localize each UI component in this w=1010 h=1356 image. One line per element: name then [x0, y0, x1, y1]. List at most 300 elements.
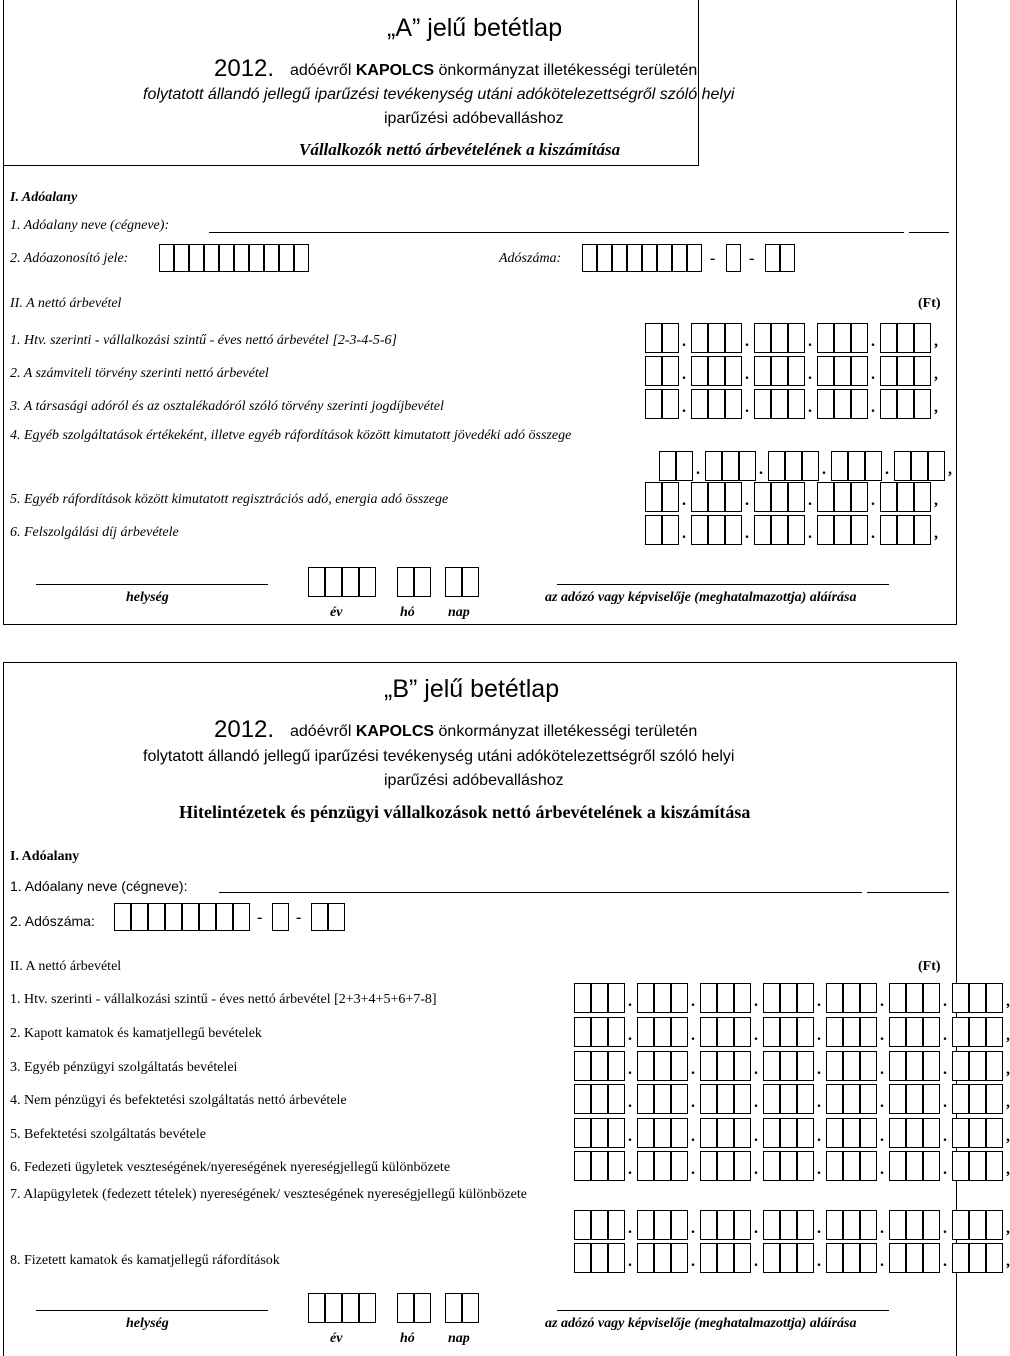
amount-digit-box[interactable]	[826, 1210, 843, 1240]
amount-digit-box[interactable]	[860, 1017, 877, 1047]
amount-digit-box[interactable]	[923, 1017, 940, 1047]
amount-digit-box[interactable]	[763, 1017, 780, 1047]
amount-digit-box[interactable]	[763, 1084, 780, 1114]
amount-digit-box[interactable]	[889, 1084, 906, 1114]
amount-digit-box[interactable]	[797, 1051, 814, 1081]
amount-digit-box[interactable]	[645, 356, 662, 386]
amount-digit-box[interactable]	[574, 1051, 591, 1081]
amount-digit-box[interactable]	[952, 1151, 969, 1181]
amount-digit-box[interactable]	[574, 1151, 591, 1181]
amount-digit-box[interactable]	[860, 1210, 877, 1240]
amount-digit-box[interactable]	[797, 1243, 814, 1273]
amount-digit-box[interactable]	[717, 1151, 734, 1181]
amount-digit-box[interactable]	[889, 1151, 906, 1181]
amount-digit-box[interactable]	[608, 1118, 625, 1148]
amount-digit-box[interactable]	[780, 1210, 797, 1240]
amount-digit-box[interactable]	[608, 1243, 625, 1273]
digit-box[interactable]	[182, 903, 199, 931]
digit-box[interactable]	[159, 244, 174, 272]
amount-digit-box[interactable]	[986, 1084, 1003, 1114]
amount-digit-box[interactable]	[754, 482, 771, 512]
digit-box[interactable]	[765, 244, 780, 272]
digit-box[interactable]	[687, 244, 702, 272]
amount-digit-box[interactable]	[851, 356, 868, 386]
amount-digit-box[interactable]	[788, 389, 805, 419]
amount-digit-box[interactable]	[591, 983, 608, 1013]
amount-digit-box[interactable]	[705, 451, 722, 481]
digit-box[interactable]	[342, 1293, 359, 1323]
amount-digit-box[interactable]	[780, 1118, 797, 1148]
digit-box[interactable]	[359, 1293, 376, 1323]
amount-digit-box[interactable]	[671, 1210, 688, 1240]
amount-digit-box[interactable]	[797, 1210, 814, 1240]
amount-digit-box[interactable]	[771, 482, 788, 512]
amount-digit-box[interactable]	[691, 356, 708, 386]
amount-digit-box[interactable]	[826, 1118, 843, 1148]
digit-box[interactable]	[308, 567, 325, 597]
amount-digit-box[interactable]	[700, 1084, 717, 1114]
amount-digit-box[interactable]	[717, 1084, 734, 1114]
amount-digit-box[interactable]	[826, 1243, 843, 1273]
amount-digit-box[interactable]	[608, 1084, 625, 1114]
amount-digit-box[interactable]	[952, 1017, 969, 1047]
form-a-place-field[interactable]	[36, 584, 268, 585]
amount-digit-box[interactable]	[771, 515, 788, 545]
amount-digit-box[interactable]	[574, 983, 591, 1013]
amount-digit-box[interactable]	[637, 1151, 654, 1181]
amount-digit-box[interactable]	[834, 323, 851, 353]
digit-box[interactable]	[397, 567, 414, 597]
amount-digit-box[interactable]	[654, 1017, 671, 1047]
digit-box[interactable]	[272, 903, 289, 931]
amount-digit-box[interactable]	[717, 1017, 734, 1047]
amount-digit-box[interactable]	[851, 515, 868, 545]
amount-digit-box[interactable]	[928, 451, 945, 481]
amount-digit-box[interactable]	[986, 1210, 1003, 1240]
amount-digit-box[interactable]	[662, 482, 679, 512]
amount-digit-box[interactable]	[797, 1151, 814, 1181]
amount-digit-box[interactable]	[843, 1151, 860, 1181]
form-b-place-field[interactable]	[36, 1310, 268, 1311]
digit-box[interactable]	[325, 567, 342, 597]
digit-box[interactable]	[328, 903, 345, 931]
digit-box[interactable]	[582, 244, 597, 272]
amount-digit-box[interactable]	[860, 1118, 877, 1148]
digit-box[interactable]	[311, 903, 328, 931]
amount-digit-box[interactable]	[763, 1118, 780, 1148]
amount-digit-box[interactable]	[739, 451, 756, 481]
amount-digit-box[interactable]	[897, 323, 914, 353]
amount-digit-box[interactable]	[700, 1243, 717, 1273]
amount-digit-box[interactable]	[865, 451, 882, 481]
amount-digit-box[interactable]	[986, 1243, 1003, 1273]
amount-digit-box[interactable]	[969, 1051, 986, 1081]
amount-digit-box[interactable]	[817, 515, 834, 545]
amount-digit-box[interactable]	[725, 515, 742, 545]
amount-digit-box[interactable]	[914, 482, 931, 512]
amount-digit-box[interactable]	[637, 1051, 654, 1081]
amount-digit-box[interactable]	[843, 1210, 860, 1240]
amount-digit-box[interactable]	[897, 389, 914, 419]
amount-digit-box[interactable]	[734, 1210, 751, 1240]
amount-digit-box[interactable]	[817, 482, 834, 512]
amount-digit-box[interactable]	[734, 1084, 751, 1114]
amount-digit-box[interactable]	[780, 1017, 797, 1047]
amount-digit-box[interactable]	[880, 356, 897, 386]
amount-digit-box[interactable]	[671, 1243, 688, 1273]
amount-digit-box[interactable]	[591, 1151, 608, 1181]
amount-digit-box[interactable]	[645, 323, 662, 353]
amount-digit-box[interactable]	[654, 983, 671, 1013]
amount-digit-box[interactable]	[843, 1118, 860, 1148]
amount-digit-box[interactable]	[671, 983, 688, 1013]
amount-digit-box[interactable]	[708, 323, 725, 353]
amount-digit-box[interactable]	[662, 389, 679, 419]
amount-digit-box[interactable]	[754, 515, 771, 545]
amount-digit-box[interactable]	[906, 1051, 923, 1081]
amount-digit-box[interactable]	[671, 1151, 688, 1181]
amount-digit-box[interactable]	[700, 1210, 717, 1240]
amount-digit-box[interactable]	[969, 1210, 986, 1240]
digit-box[interactable]	[189, 244, 204, 272]
amount-digit-box[interactable]	[986, 1151, 1003, 1181]
amount-digit-box[interactable]	[700, 1051, 717, 1081]
amount-digit-box[interactable]	[708, 515, 725, 545]
amount-digit-box[interactable]	[969, 1118, 986, 1148]
amount-digit-box[interactable]	[880, 482, 897, 512]
digit-box[interactable]	[657, 244, 672, 272]
amount-digit-box[interactable]	[788, 323, 805, 353]
amount-digit-box[interactable]	[763, 983, 780, 1013]
digit-box[interactable]	[204, 244, 219, 272]
amount-digit-box[interactable]	[591, 1210, 608, 1240]
amount-digit-box[interactable]	[754, 389, 771, 419]
amount-digit-box[interactable]	[911, 451, 928, 481]
digit-box[interactable]	[325, 1293, 342, 1323]
amount-digit-box[interactable]	[654, 1118, 671, 1148]
amount-digit-box[interactable]	[785, 451, 802, 481]
amount-digit-box[interactable]	[717, 1118, 734, 1148]
amount-digit-box[interactable]	[834, 389, 851, 419]
digit-box[interactable]	[114, 903, 131, 931]
amount-digit-box[interactable]	[923, 1118, 940, 1148]
amount-digit-box[interactable]	[826, 1017, 843, 1047]
amount-digit-box[interactable]	[662, 515, 679, 545]
amount-digit-box[interactable]	[834, 356, 851, 386]
amount-digit-box[interactable]	[574, 1210, 591, 1240]
amount-digit-box[interactable]	[637, 1084, 654, 1114]
amount-digit-box[interactable]	[906, 1084, 923, 1114]
amount-digit-box[interactable]	[734, 983, 751, 1013]
amount-digit-box[interactable]	[897, 515, 914, 545]
amount-digit-box[interactable]	[700, 983, 717, 1013]
amount-digit-box[interactable]	[906, 1210, 923, 1240]
amount-digit-box[interactable]	[754, 356, 771, 386]
amount-digit-box[interactable]	[700, 1151, 717, 1181]
amount-digit-box[interactable]	[763, 1051, 780, 1081]
amount-digit-box[interactable]	[654, 1243, 671, 1273]
amount-digit-box[interactable]	[889, 983, 906, 1013]
amount-digit-box[interactable]	[700, 1017, 717, 1047]
amount-digit-box[interactable]	[817, 389, 834, 419]
amount-digit-box[interactable]	[691, 482, 708, 512]
digit-box[interactable]	[279, 244, 294, 272]
amount-digit-box[interactable]	[725, 323, 742, 353]
amount-digit-box[interactable]	[843, 1017, 860, 1047]
amount-digit-box[interactable]	[843, 1051, 860, 1081]
amount-digit-box[interactable]	[843, 983, 860, 1013]
digit-box[interactable]	[414, 567, 431, 597]
amount-digit-box[interactable]	[708, 389, 725, 419]
amount-digit-box[interactable]	[763, 1151, 780, 1181]
digit-box[interactable]	[612, 244, 627, 272]
amount-digit-box[interactable]	[691, 515, 708, 545]
amount-digit-box[interactable]	[906, 1151, 923, 1181]
amount-digit-box[interactable]	[662, 323, 679, 353]
amount-digit-box[interactable]	[608, 1051, 625, 1081]
amount-digit-box[interactable]	[914, 356, 931, 386]
amount-digit-box[interactable]	[734, 1243, 751, 1273]
amount-digit-box[interactable]	[817, 356, 834, 386]
amount-digit-box[interactable]	[952, 1210, 969, 1240]
amount-digit-box[interactable]	[591, 1084, 608, 1114]
amount-digit-box[interactable]	[591, 1243, 608, 1273]
amount-digit-box[interactable]	[889, 1017, 906, 1047]
digit-box[interactable]	[462, 567, 479, 597]
amount-digit-box[interactable]	[637, 983, 654, 1013]
amount-digit-box[interactable]	[969, 1151, 986, 1181]
amount-digit-box[interactable]	[637, 1243, 654, 1273]
amount-digit-box[interactable]	[826, 1151, 843, 1181]
amount-digit-box[interactable]	[986, 983, 1003, 1013]
amount-digit-box[interactable]	[860, 983, 877, 1013]
amount-digit-box[interactable]	[969, 1084, 986, 1114]
amount-digit-box[interactable]	[637, 1118, 654, 1148]
amount-digit-box[interactable]	[880, 323, 897, 353]
amount-digit-box[interactable]	[817, 323, 834, 353]
digit-box[interactable]	[780, 244, 795, 272]
amount-digit-box[interactable]	[986, 1051, 1003, 1081]
digit-box[interactable]	[249, 244, 264, 272]
amount-digit-box[interactable]	[671, 1118, 688, 1148]
amount-digit-box[interactable]	[914, 389, 931, 419]
amount-digit-box[interactable]	[780, 1151, 797, 1181]
digit-box[interactable]	[233, 903, 250, 931]
amount-digit-box[interactable]	[691, 389, 708, 419]
amount-digit-box[interactable]	[797, 1017, 814, 1047]
digit-box[interactable]	[359, 567, 376, 597]
amount-digit-box[interactable]	[880, 515, 897, 545]
digit-box[interactable]	[174, 244, 189, 272]
amount-digit-box[interactable]	[906, 1017, 923, 1047]
amount-digit-box[interactable]	[717, 1243, 734, 1273]
digit-box[interactable]	[148, 903, 165, 931]
amount-digit-box[interactable]	[708, 356, 725, 386]
amount-digit-box[interactable]	[952, 1051, 969, 1081]
amount-digit-box[interactable]	[923, 983, 940, 1013]
amount-digit-box[interactable]	[654, 1051, 671, 1081]
amount-digit-box[interactable]	[722, 451, 739, 481]
amount-digit-box[interactable]	[969, 1017, 986, 1047]
amount-digit-box[interactable]	[608, 1210, 625, 1240]
amount-digit-box[interactable]	[952, 1118, 969, 1148]
amount-digit-box[interactable]	[851, 482, 868, 512]
form-b-signature-field[interactable]	[557, 1310, 889, 1311]
amount-digit-box[interactable]	[717, 1210, 734, 1240]
amount-digit-box[interactable]	[574, 1118, 591, 1148]
amount-digit-box[interactable]	[591, 1051, 608, 1081]
amount-digit-box[interactable]	[889, 1210, 906, 1240]
amount-digit-box[interactable]	[763, 1243, 780, 1273]
amount-digit-box[interactable]	[880, 389, 897, 419]
amount-digit-box[interactable]	[952, 1243, 969, 1273]
amount-digit-box[interactable]	[591, 1118, 608, 1148]
amount-digit-box[interactable]	[691, 323, 708, 353]
amount-digit-box[interactable]	[788, 356, 805, 386]
amount-digit-box[interactable]	[734, 1017, 751, 1047]
digit-box[interactable]	[642, 244, 657, 272]
digit-box[interactable]	[234, 244, 249, 272]
digit-box[interactable]	[342, 567, 359, 597]
amount-digit-box[interactable]	[986, 1118, 1003, 1148]
digit-box[interactable]	[131, 903, 148, 931]
amount-digit-box[interactable]	[894, 451, 911, 481]
amount-digit-box[interactable]	[717, 983, 734, 1013]
amount-digit-box[interactable]	[662, 356, 679, 386]
amount-digit-box[interactable]	[897, 356, 914, 386]
amount-digit-box[interactable]	[848, 451, 865, 481]
amount-digit-box[interactable]	[889, 1051, 906, 1081]
digit-box[interactable]	[462, 1293, 479, 1323]
amount-digit-box[interactable]	[923, 1151, 940, 1181]
amount-digit-box[interactable]	[780, 1051, 797, 1081]
digit-box[interactable]	[726, 244, 741, 272]
amount-digit-box[interactable]	[860, 1151, 877, 1181]
amount-digit-box[interactable]	[906, 983, 923, 1013]
amount-digit-box[interactable]	[952, 983, 969, 1013]
amount-digit-box[interactable]	[889, 1243, 906, 1273]
amount-digit-box[interactable]	[717, 1051, 734, 1081]
amount-digit-box[interactable]	[923, 1243, 940, 1273]
amount-digit-box[interactable]	[914, 515, 931, 545]
amount-digit-box[interactable]	[608, 1151, 625, 1181]
amount-digit-box[interactable]	[771, 323, 788, 353]
amount-digit-box[interactable]	[608, 983, 625, 1013]
amount-digit-box[interactable]	[591, 1017, 608, 1047]
amount-digit-box[interactable]	[780, 1243, 797, 1273]
amount-digit-box[interactable]	[969, 1243, 986, 1273]
amount-digit-box[interactable]	[834, 515, 851, 545]
amount-digit-box[interactable]	[788, 515, 805, 545]
amount-digit-box[interactable]	[802, 451, 819, 481]
amount-digit-box[interactable]	[671, 1084, 688, 1114]
amount-digit-box[interactable]	[923, 1051, 940, 1081]
amount-digit-box[interactable]	[659, 451, 676, 481]
digit-box[interactable]	[597, 244, 612, 272]
form-a-name-field[interactable]	[209, 232, 904, 233]
amount-digit-box[interactable]	[780, 983, 797, 1013]
amount-digit-box[interactable]	[923, 1084, 940, 1114]
amount-digit-box[interactable]	[671, 1017, 688, 1047]
amount-digit-box[interactable]	[826, 1084, 843, 1114]
digit-box[interactable]	[165, 903, 182, 931]
amount-digit-box[interactable]	[923, 1210, 940, 1240]
amount-digit-box[interactable]	[645, 515, 662, 545]
amount-digit-box[interactable]	[771, 356, 788, 386]
amount-digit-box[interactable]	[654, 1084, 671, 1114]
amount-digit-box[interactable]	[671, 1051, 688, 1081]
digit-box[interactable]	[308, 1293, 325, 1323]
amount-digit-box[interactable]	[986, 1017, 1003, 1047]
digit-box[interactable]	[445, 567, 462, 597]
amount-digit-box[interactable]	[771, 389, 788, 419]
amount-digit-box[interactable]	[654, 1151, 671, 1181]
form-b-name-field[interactable]	[219, 892, 862, 893]
digit-box[interactable]	[445, 1293, 462, 1323]
amount-digit-box[interactable]	[860, 1084, 877, 1114]
amount-digit-box[interactable]	[851, 389, 868, 419]
amount-digit-box[interactable]	[906, 1118, 923, 1148]
amount-digit-box[interactable]	[914, 323, 931, 353]
amount-digit-box[interactable]	[708, 482, 725, 512]
amount-digit-box[interactable]	[788, 482, 805, 512]
amount-digit-box[interactable]	[734, 1051, 751, 1081]
amount-digit-box[interactable]	[676, 451, 693, 481]
amount-digit-box[interactable]	[826, 1051, 843, 1081]
amount-digit-box[interactable]	[780, 1084, 797, 1114]
amount-digit-box[interactable]	[725, 482, 742, 512]
amount-digit-box[interactable]	[897, 482, 914, 512]
amount-digit-box[interactable]	[654, 1210, 671, 1240]
form-b-name-field-ext[interactable]	[867, 892, 949, 893]
digit-box[interactable]	[397, 1293, 414, 1323]
amount-digit-box[interactable]	[843, 1084, 860, 1114]
amount-digit-box[interactable]	[906, 1243, 923, 1273]
amount-digit-box[interactable]	[826, 983, 843, 1013]
amount-digit-box[interactable]	[797, 983, 814, 1013]
amount-digit-box[interactable]	[860, 1051, 877, 1081]
amount-digit-box[interactable]	[952, 1084, 969, 1114]
amount-digit-box[interactable]	[889, 1118, 906, 1148]
amount-digit-box[interactable]	[843, 1243, 860, 1273]
digit-box[interactable]	[294, 244, 309, 272]
amount-digit-box[interactable]	[574, 1084, 591, 1114]
amount-digit-box[interactable]	[754, 323, 771, 353]
digit-box[interactable]	[264, 244, 279, 272]
form-a-name-field-ext[interactable]	[909, 232, 949, 233]
amount-digit-box[interactable]	[834, 482, 851, 512]
amount-digit-box[interactable]	[860, 1243, 877, 1273]
amount-digit-box[interactable]	[725, 356, 742, 386]
amount-digit-box[interactable]	[700, 1118, 717, 1148]
amount-digit-box[interactable]	[574, 1017, 591, 1047]
amount-digit-box[interactable]	[574, 1243, 591, 1273]
amount-digit-box[interactable]	[608, 1017, 625, 1047]
digit-box[interactable]	[627, 244, 642, 272]
amount-digit-box[interactable]	[851, 323, 868, 353]
amount-digit-box[interactable]	[725, 389, 742, 419]
amount-digit-box[interactable]	[645, 482, 662, 512]
amount-digit-box[interactable]	[797, 1118, 814, 1148]
digit-box[interactable]	[414, 1293, 431, 1323]
amount-digit-box[interactable]	[645, 389, 662, 419]
amount-digit-box[interactable]	[797, 1084, 814, 1114]
amount-digit-box[interactable]	[637, 1210, 654, 1240]
amount-digit-box[interactable]	[831, 451, 848, 481]
amount-digit-box[interactable]	[763, 1210, 780, 1240]
amount-digit-box[interactable]	[969, 983, 986, 1013]
digit-box[interactable]	[219, 244, 234, 272]
